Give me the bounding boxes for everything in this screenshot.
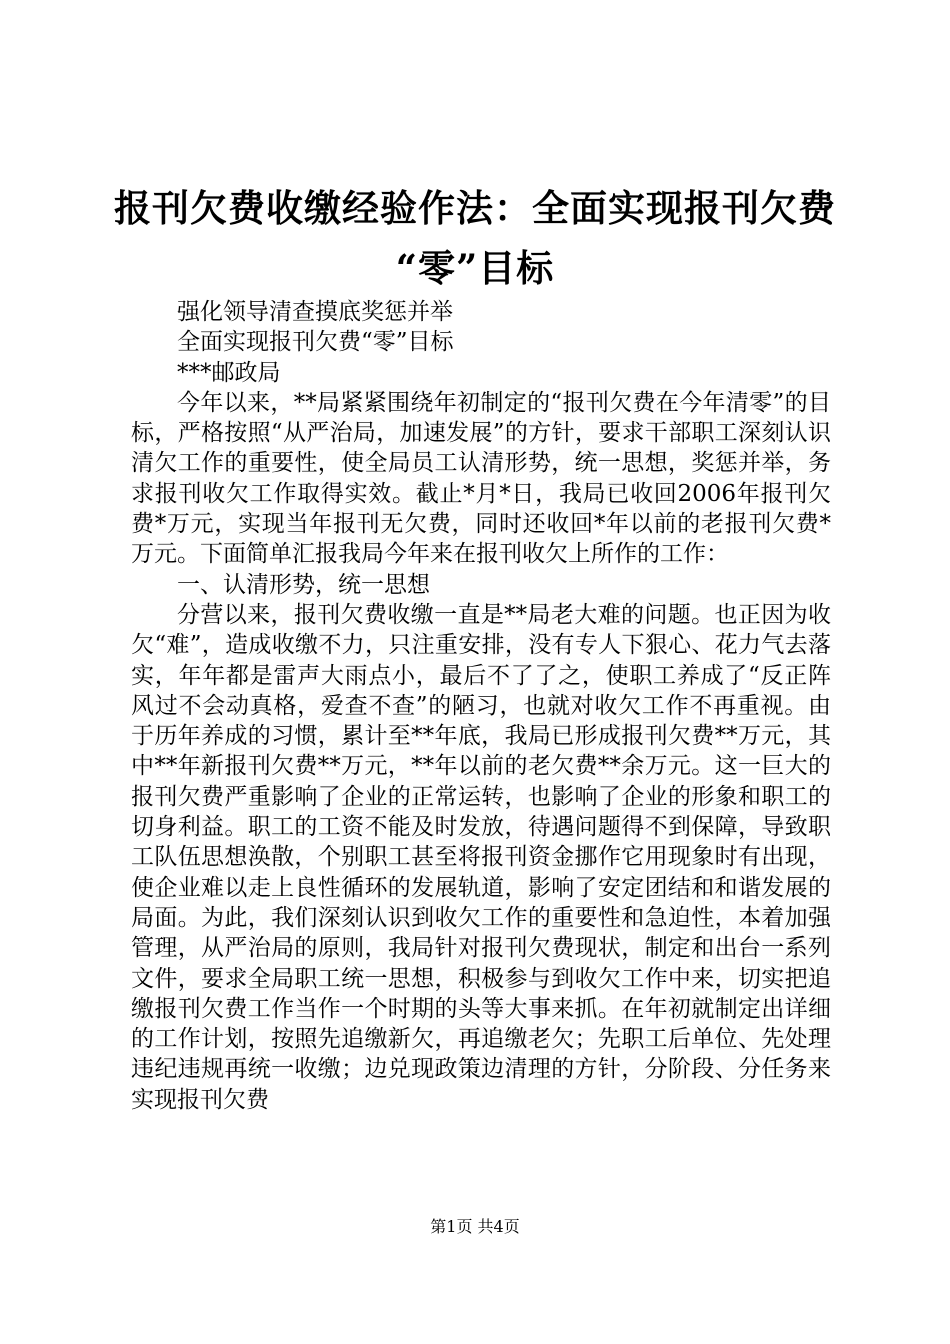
subtitle-line-2: 全面实现报刊欠费“零”目标 <box>177 329 454 356</box>
author-line: ***邮政局 <box>177 359 281 386</box>
document-title-line-1: 报刊欠费收缴经验作法：全面实现报刊欠费 <box>114 186 836 230</box>
intro-paragraph: 今年以来，**局紧紧围绕年初制定的“报刊欠费在今年清零”的目标，严格按照“从严治局，加速发展”的方针，要求干部职工深刻认识清欠工作的重要性，使全局员工认清形势，统一思想，奖惩并举，务求报刊收欠工作取得实效。截止*月*日，我局已收回2006年报刊欠费*万元，实现当年报刊无欠费，同时还收回*年以前的老报刊欠费*万元。下面简单汇报我局今年来在报刊收欠上所作的工作： <box>131 389 831 568</box>
document-body <box>131 297 831 1115</box>
document-title-line-2: “零”目标 <box>395 246 555 290</box>
body-paragraph: 分营以来，报刊欠费收缴一直是**局老大难的问题。也正因为收欠“难”，造成收缴不力，只注重安排，没有专人下狠心、花力气去落实，年年都是雷声大雨点小，最后不了了之，使职工养成了“反正阵风过不会动真格，爱查不查”的陋习，也就对收欠工作不再重视。由于历年养成的习惯，累计至**年底，我局已形成报刊欠费**万元，其中**年新报刊欠费**万元，**年以前的老欠费**余万元。这一巨大的报刊欠费严重影响了企业的正常运转，也影响了企业的形象和职工的切身利益。职工的工资不能及时发放，待遇问题得不到保障，导致职工队伍思想涣散，个别职工甚至将报刊资金挪作它用现象时有出现，使企业难以走上良性循环的发展轨道，影响了安定团结和和谐发展的局面。为此，我们深刻认识到收欠工作的重要性和急迫性，本着加强管理，从严治局的原则，我局针对报刊欠费现状，制定和出台一系列文件，要求全局职工统一思想，积极参与到收欠工作中来，切实把追缴报刊欠费工作当作一个时期的头等大事来抓。在年初就制定出详细的工作计划，按照先追缴新欠，再追缴老欠；先职工后单位、先处理违纪违规再统一收缴；边兑现政策边清理的方针，分阶段、分任务来实现报刊欠费 <box>131 601 831 1113</box>
page-footer: 第1页 共4页 <box>430 1217 520 1236</box>
section-heading-1: 一、认清形势，统一思想 <box>177 571 430 598</box>
subtitle-line-1: 强化领导清查摸底奖惩并举 <box>177 299 453 325</box>
